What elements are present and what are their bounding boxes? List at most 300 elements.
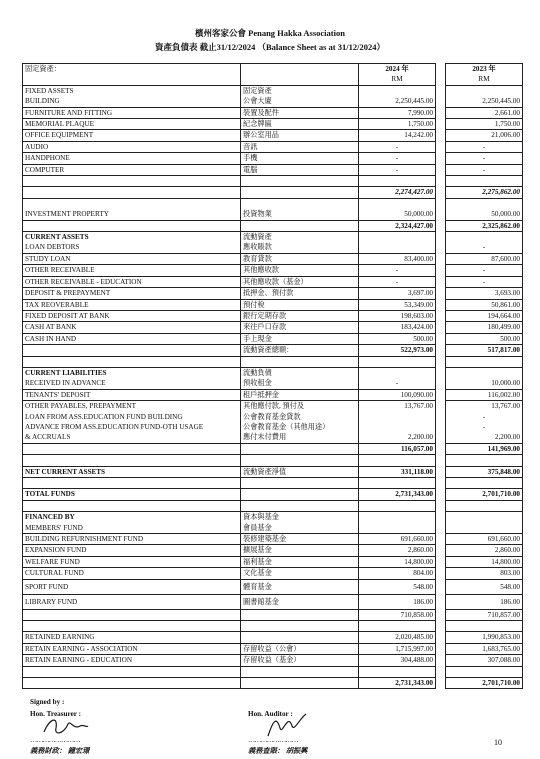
value-2023: - bbox=[446, 276, 523, 287]
row-label-en: MEMBERS' FUND bbox=[23, 523, 241, 534]
row-label-zh bbox=[241, 198, 359, 209]
row-label-en bbox=[23, 176, 241, 187]
row-label-en: OTHER RECEIVABLE bbox=[23, 265, 241, 276]
value-2023 bbox=[446, 512, 523, 523]
value-2024: 2,731,343.00 bbox=[359, 678, 436, 689]
table-row bbox=[23, 556, 523, 567]
value-2024: 50,000.00 bbox=[359, 209, 436, 220]
table-row bbox=[23, 678, 523, 689]
treasurer-dots: …………………… bbox=[30, 736, 80, 744]
org-title: 檳州客家公會 Penang Hakka Association bbox=[195, 28, 345, 38]
row-label-zh: 會員基金 bbox=[241, 523, 359, 534]
table-row bbox=[23, 265, 523, 276]
column-gap bbox=[436, 153, 446, 164]
table-row bbox=[23, 333, 523, 344]
row-label-en: BUILDING bbox=[23, 96, 241, 107]
value-2023 bbox=[446, 367, 523, 378]
value-2023: 14,800.00 bbox=[446, 556, 523, 567]
row-label-en bbox=[23, 609, 241, 620]
column-gap bbox=[436, 333, 446, 344]
table-row bbox=[23, 594, 523, 609]
column-gap bbox=[436, 288, 446, 299]
row-label-en: TAX REOVERABLE bbox=[23, 299, 241, 310]
value-2024: - bbox=[359, 276, 436, 287]
column-gap bbox=[436, 422, 446, 432]
table-row bbox=[23, 232, 523, 243]
row-label-en: EXPANSION FUND bbox=[23, 545, 241, 556]
value-2023: 194,664.00 bbox=[446, 310, 523, 321]
value-2024: 3,697.00 bbox=[359, 288, 436, 299]
value-2023: 2,701,710.00 bbox=[446, 489, 523, 500]
value-2023 bbox=[446, 198, 523, 209]
value-2023: 186.00 bbox=[446, 594, 523, 609]
value-2023: 803.00 bbox=[446, 568, 523, 579]
value-2024: 2,020,485.00 bbox=[359, 632, 436, 643]
column-gap bbox=[436, 568, 446, 579]
column-gap bbox=[436, 655, 446, 666]
table-row bbox=[23, 130, 523, 141]
value-2023 bbox=[446, 523, 523, 534]
row-label-en: FURNITURE AND FITTING bbox=[23, 107, 241, 118]
row-label-zh: 公會大廈 bbox=[241, 96, 359, 107]
column-gap bbox=[436, 432, 446, 443]
value-2023: 517,817.00 bbox=[446, 345, 523, 356]
row-label-zh bbox=[241, 187, 359, 198]
table-row bbox=[23, 422, 523, 432]
value-2024: - bbox=[359, 141, 436, 152]
row-label-zh: 應付未付費用 bbox=[241, 432, 359, 443]
table-row bbox=[23, 367, 523, 378]
row-label-en: LOAN DEBTORS bbox=[23, 242, 241, 253]
column-gap bbox=[436, 232, 446, 243]
value-2024: 13,767.00 bbox=[359, 401, 436, 412]
value-2023: 1,990,853.00 bbox=[446, 632, 523, 643]
treasurer-title: Hon. Treasurer : bbox=[30, 710, 82, 718]
row-label-en: HANDPHONE bbox=[23, 153, 241, 164]
column-gap bbox=[436, 489, 446, 500]
value-2023: - bbox=[446, 164, 523, 175]
row-label-en: NET CURRENT ASSETS bbox=[23, 466, 241, 477]
table-row bbox=[23, 322, 523, 333]
value-2023: - bbox=[446, 412, 523, 422]
value-2023: - bbox=[446, 422, 523, 432]
row-label-zh: 體育基金 bbox=[241, 579, 359, 594]
table-row bbox=[23, 443, 523, 454]
row-label-en: OTHER RECEIVABLE - EDUCATION bbox=[23, 276, 241, 287]
year-2023-header: 2023 年 bbox=[446, 64, 523, 75]
value-2024: 100,090.00 bbox=[359, 389, 436, 400]
row-label-en: CULTURAL FUND bbox=[23, 568, 241, 579]
row-label-zh: 存留收益（公會） bbox=[241, 643, 359, 654]
value-2023 bbox=[446, 621, 523, 632]
column-gap bbox=[436, 187, 446, 198]
fixed-assets-header: 固定資產： bbox=[23, 64, 241, 75]
row-label-en: FINANCED BY bbox=[23, 512, 241, 523]
column-gap bbox=[436, 643, 446, 654]
row-label-zh: 電腦 bbox=[241, 164, 359, 175]
value-2024: 198,603.00 bbox=[359, 310, 436, 321]
value-2023: 10,000.00 bbox=[446, 378, 523, 389]
row-label-zh: 投資物業 bbox=[241, 209, 359, 220]
row-label-en: LOAN FROM ASS.EDUCATION FUND BUILDING bbox=[23, 412, 241, 422]
table-row bbox=[23, 299, 523, 310]
column-gap bbox=[436, 310, 446, 321]
value-2023: 116,002.00 bbox=[446, 389, 523, 400]
value-2024 bbox=[359, 198, 436, 209]
column-gap bbox=[436, 176, 446, 187]
table-row bbox=[23, 389, 523, 400]
table-row bbox=[23, 253, 523, 264]
value-2023: - bbox=[446, 153, 523, 164]
value-2024: 1,715,997.00 bbox=[359, 643, 436, 654]
column-gap bbox=[436, 85, 446, 96]
value-2023: 2,275,862.00 bbox=[446, 187, 523, 198]
row-label-zh: 圖書館基金 bbox=[241, 594, 359, 609]
row-label-zh bbox=[241, 678, 359, 689]
value-2023 bbox=[446, 232, 523, 243]
table-row bbox=[23, 288, 523, 299]
value-2024 bbox=[359, 242, 436, 253]
table-row bbox=[23, 107, 523, 118]
row-label-en: STUDY LOAN bbox=[23, 253, 241, 264]
row-label-zh: 抵押金、預付款 bbox=[241, 288, 359, 299]
table-row bbox=[23, 512, 523, 523]
row-label-zh: 存留收益（基金） bbox=[241, 655, 359, 666]
column-gap bbox=[436, 141, 446, 152]
row-label-en: BUILDING REFURNISHMENT FUND bbox=[23, 533, 241, 544]
row-label-en: FIXED DEPOSIT AT BANK bbox=[23, 310, 241, 321]
row-label-en: RETAIN EARNING - EDUCATION bbox=[23, 655, 241, 666]
row-label-zh bbox=[241, 477, 359, 488]
column-gap bbox=[436, 632, 446, 643]
column-gap bbox=[436, 523, 446, 534]
table-row bbox=[23, 579, 523, 594]
value-2024: 2,250,445.00 bbox=[359, 96, 436, 107]
row-label-zh: 流動負債 bbox=[241, 367, 359, 378]
table-row bbox=[23, 356, 523, 367]
row-label-zh: 音訊 bbox=[241, 141, 359, 152]
row-label-en: CASH AT BANK bbox=[23, 322, 241, 333]
currency-row bbox=[23, 74, 523, 85]
value-2024: - bbox=[359, 164, 436, 175]
row-label-zh bbox=[241, 500, 359, 511]
row-label-en: AUDIO bbox=[23, 141, 241, 152]
row-label-en: CURRENT ASSETS bbox=[23, 232, 241, 243]
column-gap bbox=[436, 96, 446, 107]
value-2024 bbox=[359, 523, 436, 534]
table-row bbox=[23, 220, 523, 231]
column-gap bbox=[436, 107, 446, 118]
table-row bbox=[23, 85, 523, 96]
row-label-zh bbox=[241, 220, 359, 231]
column-gap bbox=[436, 198, 446, 209]
table-row bbox=[23, 176, 523, 187]
value-2023 bbox=[446, 666, 523, 677]
column-gap bbox=[436, 220, 446, 231]
table-row bbox=[23, 632, 523, 643]
value-2023: 50,000.00 bbox=[446, 209, 523, 220]
row-label-en: OFFICE EQUIPMENT bbox=[23, 130, 241, 141]
value-2024: 183,424.00 bbox=[359, 322, 436, 333]
table-row bbox=[23, 96, 523, 107]
row-label-en bbox=[23, 455, 241, 466]
balance-sheet-table bbox=[22, 63, 523, 689]
row-label-en bbox=[23, 220, 241, 231]
row-label-en: COMPUTER bbox=[23, 164, 241, 175]
row-label-en: INVESTMENT PROPERTY bbox=[23, 209, 241, 220]
table-row bbox=[23, 198, 523, 209]
row-label-en bbox=[23, 345, 241, 356]
value-2024 bbox=[359, 176, 436, 187]
row-label-en: DEPOSIT & PREPAYMENT bbox=[23, 288, 241, 299]
table-row bbox=[23, 455, 523, 466]
column-gap bbox=[436, 276, 446, 287]
table-row bbox=[23, 412, 523, 422]
value-2023: 1,750.00 bbox=[446, 119, 523, 130]
value-2023: 141,969.00 bbox=[446, 443, 523, 454]
column-gap bbox=[436, 401, 446, 412]
row-label-zh: 資本與基金 bbox=[241, 512, 359, 523]
value-2023: 548.00 bbox=[446, 579, 523, 594]
row-label-zh: 裝修建築基金 bbox=[241, 533, 359, 544]
value-2024: 2,324,427.00 bbox=[359, 220, 436, 231]
row-label-zh: 租戶抵押金 bbox=[241, 389, 359, 400]
value-2023: 3,693.00 bbox=[446, 288, 523, 299]
column-gap bbox=[436, 299, 446, 310]
year-2024-header: 2024 年 bbox=[359, 64, 436, 75]
value-2024 bbox=[359, 356, 436, 367]
row-label-zh bbox=[241, 455, 359, 466]
value-2024: - bbox=[359, 153, 436, 164]
value-2024: 14,800.00 bbox=[359, 556, 436, 567]
row-label-zh: 流動資產總額： bbox=[241, 345, 359, 356]
row-label-en: CURRENT LIABILITIES bbox=[23, 367, 241, 378]
row-label-en: RETAINED EARNING bbox=[23, 632, 241, 643]
column-gap bbox=[436, 265, 446, 276]
auditor-title: Hon. Auditor : bbox=[248, 710, 293, 718]
value-2024 bbox=[359, 232, 436, 243]
value-2023 bbox=[446, 477, 523, 488]
column-gap bbox=[436, 345, 446, 356]
value-2024 bbox=[359, 477, 436, 488]
row-label-en: RETAIN EARNING - ASSOCIATION bbox=[23, 643, 241, 654]
row-label-zh bbox=[241, 443, 359, 454]
table-row bbox=[23, 378, 523, 389]
table-row bbox=[23, 523, 523, 534]
row-label-zh: 公會教育基金（其他用途） bbox=[241, 422, 359, 432]
table-row bbox=[23, 545, 523, 556]
value-2024: 522,973.00 bbox=[359, 345, 436, 356]
row-label-zh: 手機 bbox=[241, 153, 359, 164]
column-gap bbox=[436, 412, 446, 422]
row-label-zh: 固定資產 bbox=[241, 85, 359, 96]
column-gap bbox=[436, 119, 446, 130]
row-label-en: TOTAL FUNDS bbox=[23, 489, 241, 500]
row-label-zh: 其他應收款（基金） bbox=[241, 276, 359, 287]
row-label-en: LIBRARY FUND bbox=[23, 594, 241, 609]
row-label-en: MEMORIAL PLAQUE bbox=[23, 119, 241, 130]
table-header-row bbox=[23, 64, 523, 75]
table-row bbox=[23, 153, 523, 164]
value-2023: 500.00 bbox=[446, 333, 523, 344]
column-gap bbox=[436, 545, 446, 556]
value-2023 bbox=[446, 455, 523, 466]
value-2024: 548.00 bbox=[359, 579, 436, 594]
value-2024: 186.00 bbox=[359, 594, 436, 609]
value-2024: 2,731,343.00 bbox=[359, 489, 436, 500]
page-number: 10 bbox=[494, 738, 502, 747]
row-label-zh: 手上現金 bbox=[241, 333, 359, 344]
table-row bbox=[23, 187, 523, 198]
row-label-en bbox=[23, 477, 241, 488]
row-label-zh bbox=[241, 356, 359, 367]
value-2024 bbox=[359, 621, 436, 632]
table-row bbox=[23, 477, 523, 488]
value-2024: 14,242.00 bbox=[359, 130, 436, 141]
row-label-zh: 其他應付款, 預付及 bbox=[241, 401, 359, 412]
value-2024: 53,349.00 bbox=[359, 299, 436, 310]
column-gap bbox=[436, 322, 446, 333]
column-gap bbox=[436, 477, 446, 488]
value-2024: 2,274,427.00 bbox=[359, 187, 436, 198]
value-2024: 1,750.00 bbox=[359, 119, 436, 130]
column-gap bbox=[436, 356, 446, 367]
value-2024 bbox=[359, 422, 436, 432]
value-2023: 2,701,710.00 bbox=[446, 678, 523, 689]
column-gap bbox=[436, 512, 446, 523]
row-label-zh: 來往戶口存款 bbox=[241, 322, 359, 333]
column-gap bbox=[436, 594, 446, 609]
row-label-zh: 福利基金 bbox=[241, 556, 359, 567]
auditor-signature bbox=[262, 706, 312, 740]
column-gap bbox=[436, 209, 446, 220]
row-label-zh: 裝置及配件 bbox=[241, 107, 359, 118]
table-row bbox=[23, 609, 523, 620]
row-label-en bbox=[23, 678, 241, 689]
table-row bbox=[23, 401, 523, 412]
value-2024: 331,118.00 bbox=[359, 466, 436, 477]
value-2023: 2,860.00 bbox=[446, 545, 523, 556]
value-2024: - bbox=[359, 265, 436, 276]
value-2023 bbox=[446, 500, 523, 511]
value-2023: 307,088.00 bbox=[446, 655, 523, 666]
currency-2023: RM bbox=[446, 74, 523, 85]
currency-2024: RM bbox=[359, 74, 436, 85]
column-gap bbox=[436, 466, 446, 477]
value-2023: 691,660.00 bbox=[446, 533, 523, 544]
value-2023: 1,683,765.00 bbox=[446, 643, 523, 654]
value-2023: 180,499.00 bbox=[446, 322, 523, 333]
row-label-en bbox=[23, 198, 241, 209]
value-2023 bbox=[446, 356, 523, 367]
value-2024: 500.00 bbox=[359, 333, 436, 344]
row-label-en: ADVANCE FROM ASS.EDUCATION FUND-OTH USAGE bbox=[23, 422, 241, 432]
row-label-zh bbox=[241, 609, 359, 620]
column-gap bbox=[436, 164, 446, 175]
row-label-zh bbox=[241, 176, 359, 187]
row-label-en: FIXED ASSETS bbox=[23, 85, 241, 96]
row-label-en: SPORT FUND bbox=[23, 579, 241, 594]
sheet-title: 資產負債表 截止31/12/2024 （Balance Sheet as at 31/12/2024） bbox=[155, 42, 385, 52]
row-label-en bbox=[23, 356, 241, 367]
row-label-zh: 教育貸款 bbox=[241, 253, 359, 264]
table-row bbox=[23, 500, 523, 511]
value-2024 bbox=[359, 666, 436, 677]
row-label-en bbox=[23, 621, 241, 632]
value-2024: 2,200.00 bbox=[359, 432, 436, 443]
value-2024: 710,858.00 bbox=[359, 609, 436, 620]
table-row bbox=[23, 489, 523, 500]
table-row bbox=[23, 621, 523, 632]
row-label-zh: 應收賬款 bbox=[241, 242, 359, 253]
row-label-en bbox=[23, 443, 241, 454]
table-row bbox=[23, 276, 523, 287]
row-label-en: WELFARE FUND bbox=[23, 556, 241, 567]
row-label-zh bbox=[241, 489, 359, 500]
column-gap bbox=[436, 579, 446, 594]
table-row bbox=[23, 345, 523, 356]
table-row bbox=[23, 568, 523, 579]
value-2024 bbox=[359, 512, 436, 523]
value-2023: - bbox=[446, 141, 523, 152]
row-label-en bbox=[23, 500, 241, 511]
table-row bbox=[23, 533, 523, 544]
column-gap bbox=[436, 533, 446, 544]
column-gap bbox=[436, 455, 446, 466]
column-gap bbox=[436, 666, 446, 677]
row-label-zh: 紀念牌匾 bbox=[241, 119, 359, 130]
value-2023: - bbox=[446, 265, 523, 276]
row-label-zh bbox=[241, 621, 359, 632]
table-row bbox=[23, 310, 523, 321]
row-label-zh: 預付稅 bbox=[241, 299, 359, 310]
table-row bbox=[23, 209, 523, 220]
column-gap bbox=[436, 389, 446, 400]
table-row bbox=[23, 432, 523, 443]
column-gap bbox=[436, 130, 446, 141]
table-row bbox=[23, 164, 523, 175]
column-gap bbox=[436, 556, 446, 567]
signed-by-label: Signed by : bbox=[30, 698, 65, 706]
value-2023: 13,767.00 bbox=[446, 401, 523, 412]
row-label-zh: 預收租金 bbox=[241, 378, 359, 389]
column-gap bbox=[436, 242, 446, 253]
column-gap bbox=[436, 367, 446, 378]
row-label-zh: 其他應收款 bbox=[241, 265, 359, 276]
value-2023: 50,861.00 bbox=[446, 299, 523, 310]
value-2024 bbox=[359, 367, 436, 378]
row-label-zh: 流動資產 bbox=[241, 232, 359, 243]
value-2023 bbox=[446, 85, 523, 96]
value-2024 bbox=[359, 412, 436, 422]
treasurer-name: 義務財政： 鐘宏璟 bbox=[30, 747, 90, 755]
row-label-en: CASH IN HAND bbox=[23, 333, 241, 344]
table-row bbox=[23, 655, 523, 666]
row-label-zh: 銀行定期存款 bbox=[241, 310, 359, 321]
column-gap bbox=[436, 621, 446, 632]
column-gap bbox=[436, 609, 446, 620]
row-label-zh: 擴展基金 bbox=[241, 545, 359, 556]
table-row bbox=[23, 643, 523, 654]
row-label-en: & ACCRUALS bbox=[23, 432, 241, 443]
value-2024: 116,057.00 bbox=[359, 443, 436, 454]
row-label-zh bbox=[241, 666, 359, 677]
value-2024: 83,400.00 bbox=[359, 253, 436, 264]
column-gap bbox=[436, 378, 446, 389]
value-2023: 2,661.00 bbox=[446, 107, 523, 118]
value-2023: 375,848.00 bbox=[446, 466, 523, 477]
row-label-en bbox=[23, 666, 241, 677]
